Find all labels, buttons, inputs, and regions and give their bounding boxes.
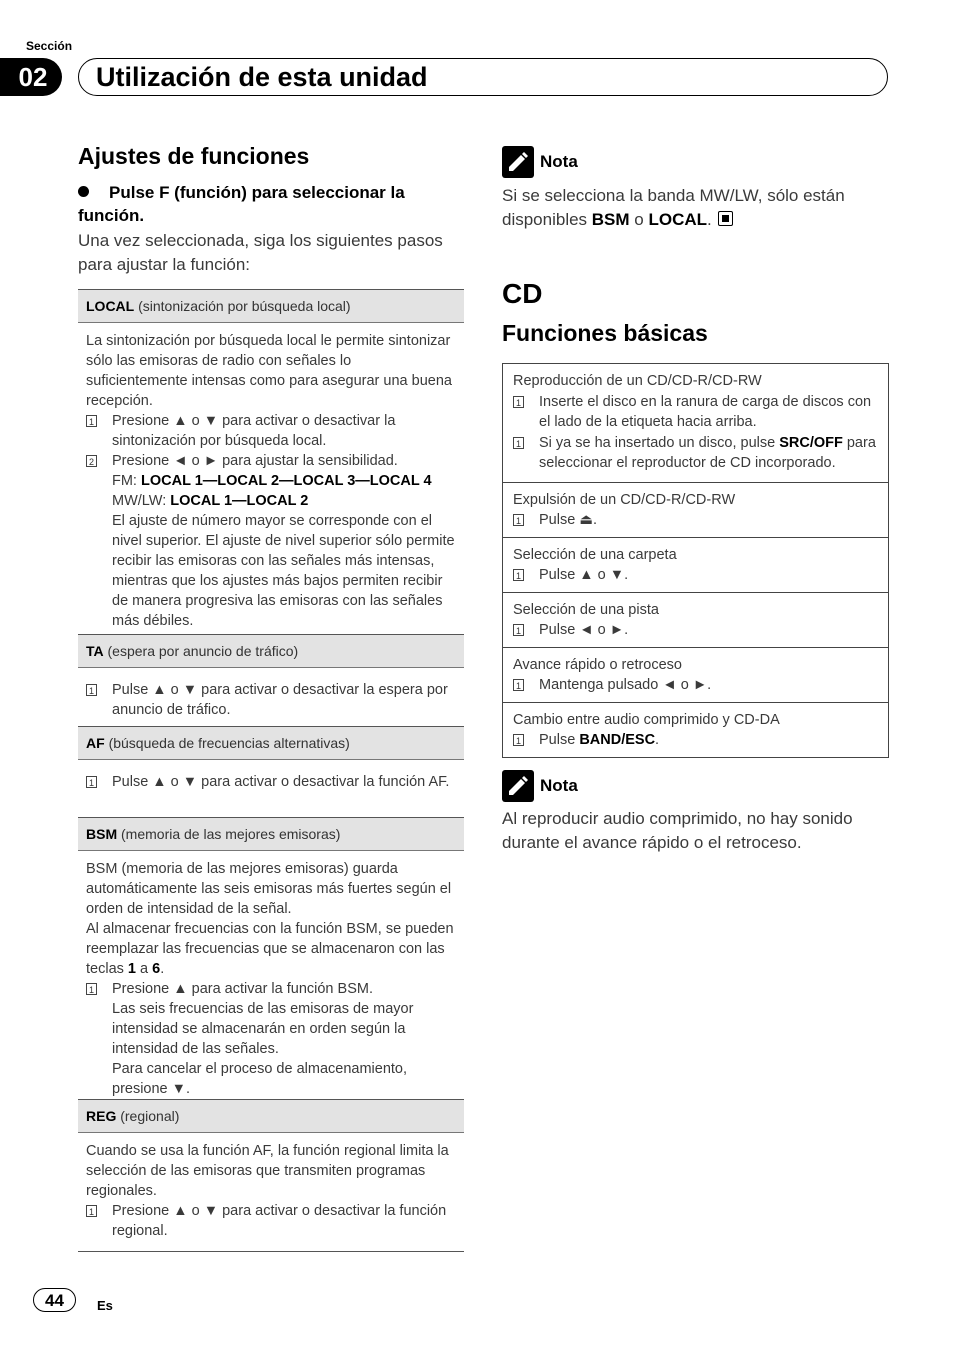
cd-row-title: Selección de una pista <box>513 601 659 618</box>
cd-title: CD <box>502 278 543 309</box>
intro2-mid: a <box>136 961 153 977</box>
step-number: 1 <box>86 684 97 696</box>
step-number: 1 <box>513 396 524 408</box>
function-desc: (memoria de las mejores emisoras) <box>121 826 341 842</box>
note-label: Nota <box>540 152 578 171</box>
function-intro: La sintonización por búsqueda local le permite sintonizar sólo las emisoras de radio con señales lo suficientemente intensas como para asegurar una buena recepción. <box>86 333 452 409</box>
step-item <box>513 392 878 433</box>
step-item <box>86 411 456 451</box>
function-name: AF <box>86 735 105 751</box>
function-reg-header <box>78 1099 464 1133</box>
step-item <box>513 565 878 586</box>
step-item <box>86 772 456 792</box>
intro2-end: . <box>160 961 165 977</box>
note-label: Nota <box>540 776 578 795</box>
step-text: Pulse ⏏. <box>539 512 598 528</box>
step-item <box>513 510 878 531</box>
note1-mid: o <box>629 210 649 229</box>
step-text: Mantenga pulsado ◄ o ►. <box>539 677 712 693</box>
step-text: Inserte el disco en la ranura de carga de discos con el lado de la etiqueta hacia arriba. <box>539 393 872 430</box>
section-label: Sección <box>26 39 73 53</box>
step-extra-2: Para cancelar el proceso de almacenamiento, presione ▼. <box>112 1061 407 1097</box>
function-local-body <box>78 323 464 637</box>
cd-row-title: Expulsión de un CD/CD-R/CD-RW <box>513 491 736 508</box>
lead-instruction <box>78 181 464 277</box>
step-number: 1 <box>513 437 524 449</box>
function-desc: (espera por anuncio de tráfico) <box>107 643 299 659</box>
step-number: 1 <box>513 569 524 581</box>
function-af-body <box>78 760 464 798</box>
step-text-post: . <box>655 732 660 748</box>
note-1-text <box>502 184 890 232</box>
key-6: 6 <box>152 961 161 977</box>
stop-icon <box>718 211 733 226</box>
mwlw-levels <box>112 491 456 511</box>
note1-local: LOCAL <box>648 210 708 229</box>
step-number: 2 <box>86 455 97 467</box>
cd-row-title: Reproducción de un CD/CD-R/CD-RW <box>513 373 762 389</box>
step-item <box>86 680 456 720</box>
function-name: BSM <box>86 826 118 842</box>
cd-row <box>503 482 888 537</box>
function-desc: (sintonización por búsqueda local) <box>138 298 351 314</box>
lead-bold-text: Pulse F (función) para seleccionar la función. <box>78 183 405 225</box>
intro2-pre: Al almacenar frecuencias con la función BSM, se pueden reemplazar las frecuencias que se almacenaron con las teclas <box>86 921 454 977</box>
step-number: 1 <box>513 624 524 636</box>
step-number: 1 <box>86 1205 97 1217</box>
function-intro: BSM (memoria de las mejores emisoras) guarda automáticamente las seis emisoras más fuertes según el orden de intensidad de la señal. <box>86 861 452 917</box>
cd-row <box>503 647 888 702</box>
step-number: 1 <box>86 415 97 427</box>
step-text-pre: Pulse <box>539 732 580 748</box>
pencil-note-icon <box>502 770 534 802</box>
step-text: Pulse ▲ o ▼ para activar o desactivar la función AF. <box>112 774 450 790</box>
function-desc: (búsqueda de frecuencias alternativas) <box>108 735 350 751</box>
heading-ajustes: Ajustes de funciones <box>78 143 310 169</box>
step-number: 1 <box>513 514 524 526</box>
fm-values: LOCAL 1—LOCAL 2—LOCAL 3—LOCAL 4 <box>141 473 432 489</box>
step-item <box>86 451 456 631</box>
step-number: 1 <box>86 983 97 995</box>
step-number: 1 <box>513 734 524 746</box>
step-item <box>86 1201 456 1241</box>
cd-row-title: Cambio entre audio comprimido y CD-DA <box>513 711 780 728</box>
step-text: Pulse ▲ o ▼ para activar o desactivar la espera por anuncio de tráfico. <box>112 682 448 718</box>
function-bsm-header <box>78 817 464 851</box>
step-text-post: para seleccionar el reproductor de CD incorporado. <box>539 434 876 471</box>
step-number: 1 <box>513 679 524 691</box>
note-2-header <box>502 770 578 802</box>
cd-row-title: Avance rápido o retroceso <box>513 656 683 673</box>
step-item <box>513 620 878 641</box>
page-number: 44 <box>33 1288 76 1312</box>
function-intro-2 <box>86 919 456 979</box>
lead-bold <box>78 181 464 227</box>
step-text: Pulse ▲ o ▼. <box>539 567 629 583</box>
function-reg-body <box>78 1133 464 1251</box>
language-code: Es <box>97 1298 113 1313</box>
function-reg <box>78 1099 464 1252</box>
key-1: 1 <box>127 961 136 977</box>
note1-pre: Si se selecciona la banda MW/LW, sólo están disponibles <box>502 186 845 229</box>
step-item <box>513 730 878 751</box>
note-2-text: Al reproducir audio comprimido, no hay sonido durante el avance rápido o el retroceso. <box>502 809 853 852</box>
step-text-pre: Si ya se ha insertado un disco, pulse <box>539 434 780 451</box>
mwlw-prefix: MW/LW: <box>112 493 171 509</box>
lead-text: Una vez seleccionada, siga los siguientes pasos para ajustar la función: <box>78 231 443 274</box>
function-local <box>78 289 464 637</box>
fm-prefix: FM: <box>112 473 141 489</box>
pencil-note-icon <box>502 146 534 178</box>
step-text: Presione ▲ para activar la función BSM. <box>112 981 373 997</box>
key-src-off: SRC/OFF <box>779 434 843 451</box>
step-extra: Las seis frecuencias de las emisoras de mayor intensidad se almacenarán en orden según la intensidad de las señales. <box>112 1001 414 1057</box>
function-bsm-body <box>78 851 464 1105</box>
step-text: Presione ▲ o ▼ para activar o desactivar la función regional. <box>112 1203 447 1239</box>
step-text: Presione ▲ o ▼ para activar o desactivar la sintonización por búsqueda local. <box>112 413 396 449</box>
function-bsm <box>78 817 464 1105</box>
function-local-header <box>78 289 464 323</box>
function-intro: Cuando se usa la función AF, la función regional limita la selección de las emisoras que transmiten programas regionales. <box>86 1143 449 1199</box>
fm-levels <box>112 471 456 491</box>
function-ta <box>78 634 464 726</box>
function-desc: (regional) <box>120 1108 180 1124</box>
cd-row-title: Selección de una carpeta <box>513 546 677 563</box>
step-item <box>86 979 456 1099</box>
section-number-badge: 02 <box>0 58 62 96</box>
note1-end: . <box>707 210 712 229</box>
heading-funciones-basicas: Funciones básicas <box>502 320 708 346</box>
step-number: 1 <box>86 776 97 788</box>
chapter-title: Utilización de esta unidad <box>96 62 428 92</box>
function-af-header <box>78 726 464 760</box>
step-item <box>513 675 878 696</box>
function-name: REG <box>86 1108 117 1124</box>
mwlw-values: LOCAL 1—LOCAL 2 <box>170 493 309 509</box>
cd-functions-table <box>502 363 889 758</box>
function-af <box>78 726 464 798</box>
cd-row <box>503 592 888 647</box>
function-ta-body <box>78 668 464 726</box>
step-text: Pulse ◄ o ►. <box>539 622 629 638</box>
function-name: TA <box>86 643 104 659</box>
step-text: Presione ◄ o ► para ajustar la sensibilidad. <box>112 453 398 469</box>
cd-row <box>503 364 888 482</box>
function-ta-header <box>78 634 464 668</box>
note1-bsm: BSM <box>591 210 630 229</box>
function-name: LOCAL <box>86 298 135 314</box>
cd-row <box>503 702 888 757</box>
step-item <box>513 433 878 474</box>
cd-row <box>503 537 888 592</box>
step-extra: El ajuste de número mayor se corresponde con el nivel superior. El ajuste de nivel superior sólo permite recibir las emisoras con las señales más intensas, mientras que los ajustes más bajos permiten recibir de manera progresiva las emisoras con las señales más débiles. <box>112 513 455 629</box>
bullet-icon <box>78 186 89 197</box>
key-band-esc: BAND/ESC <box>579 732 656 748</box>
note-1-header <box>502 146 578 178</box>
